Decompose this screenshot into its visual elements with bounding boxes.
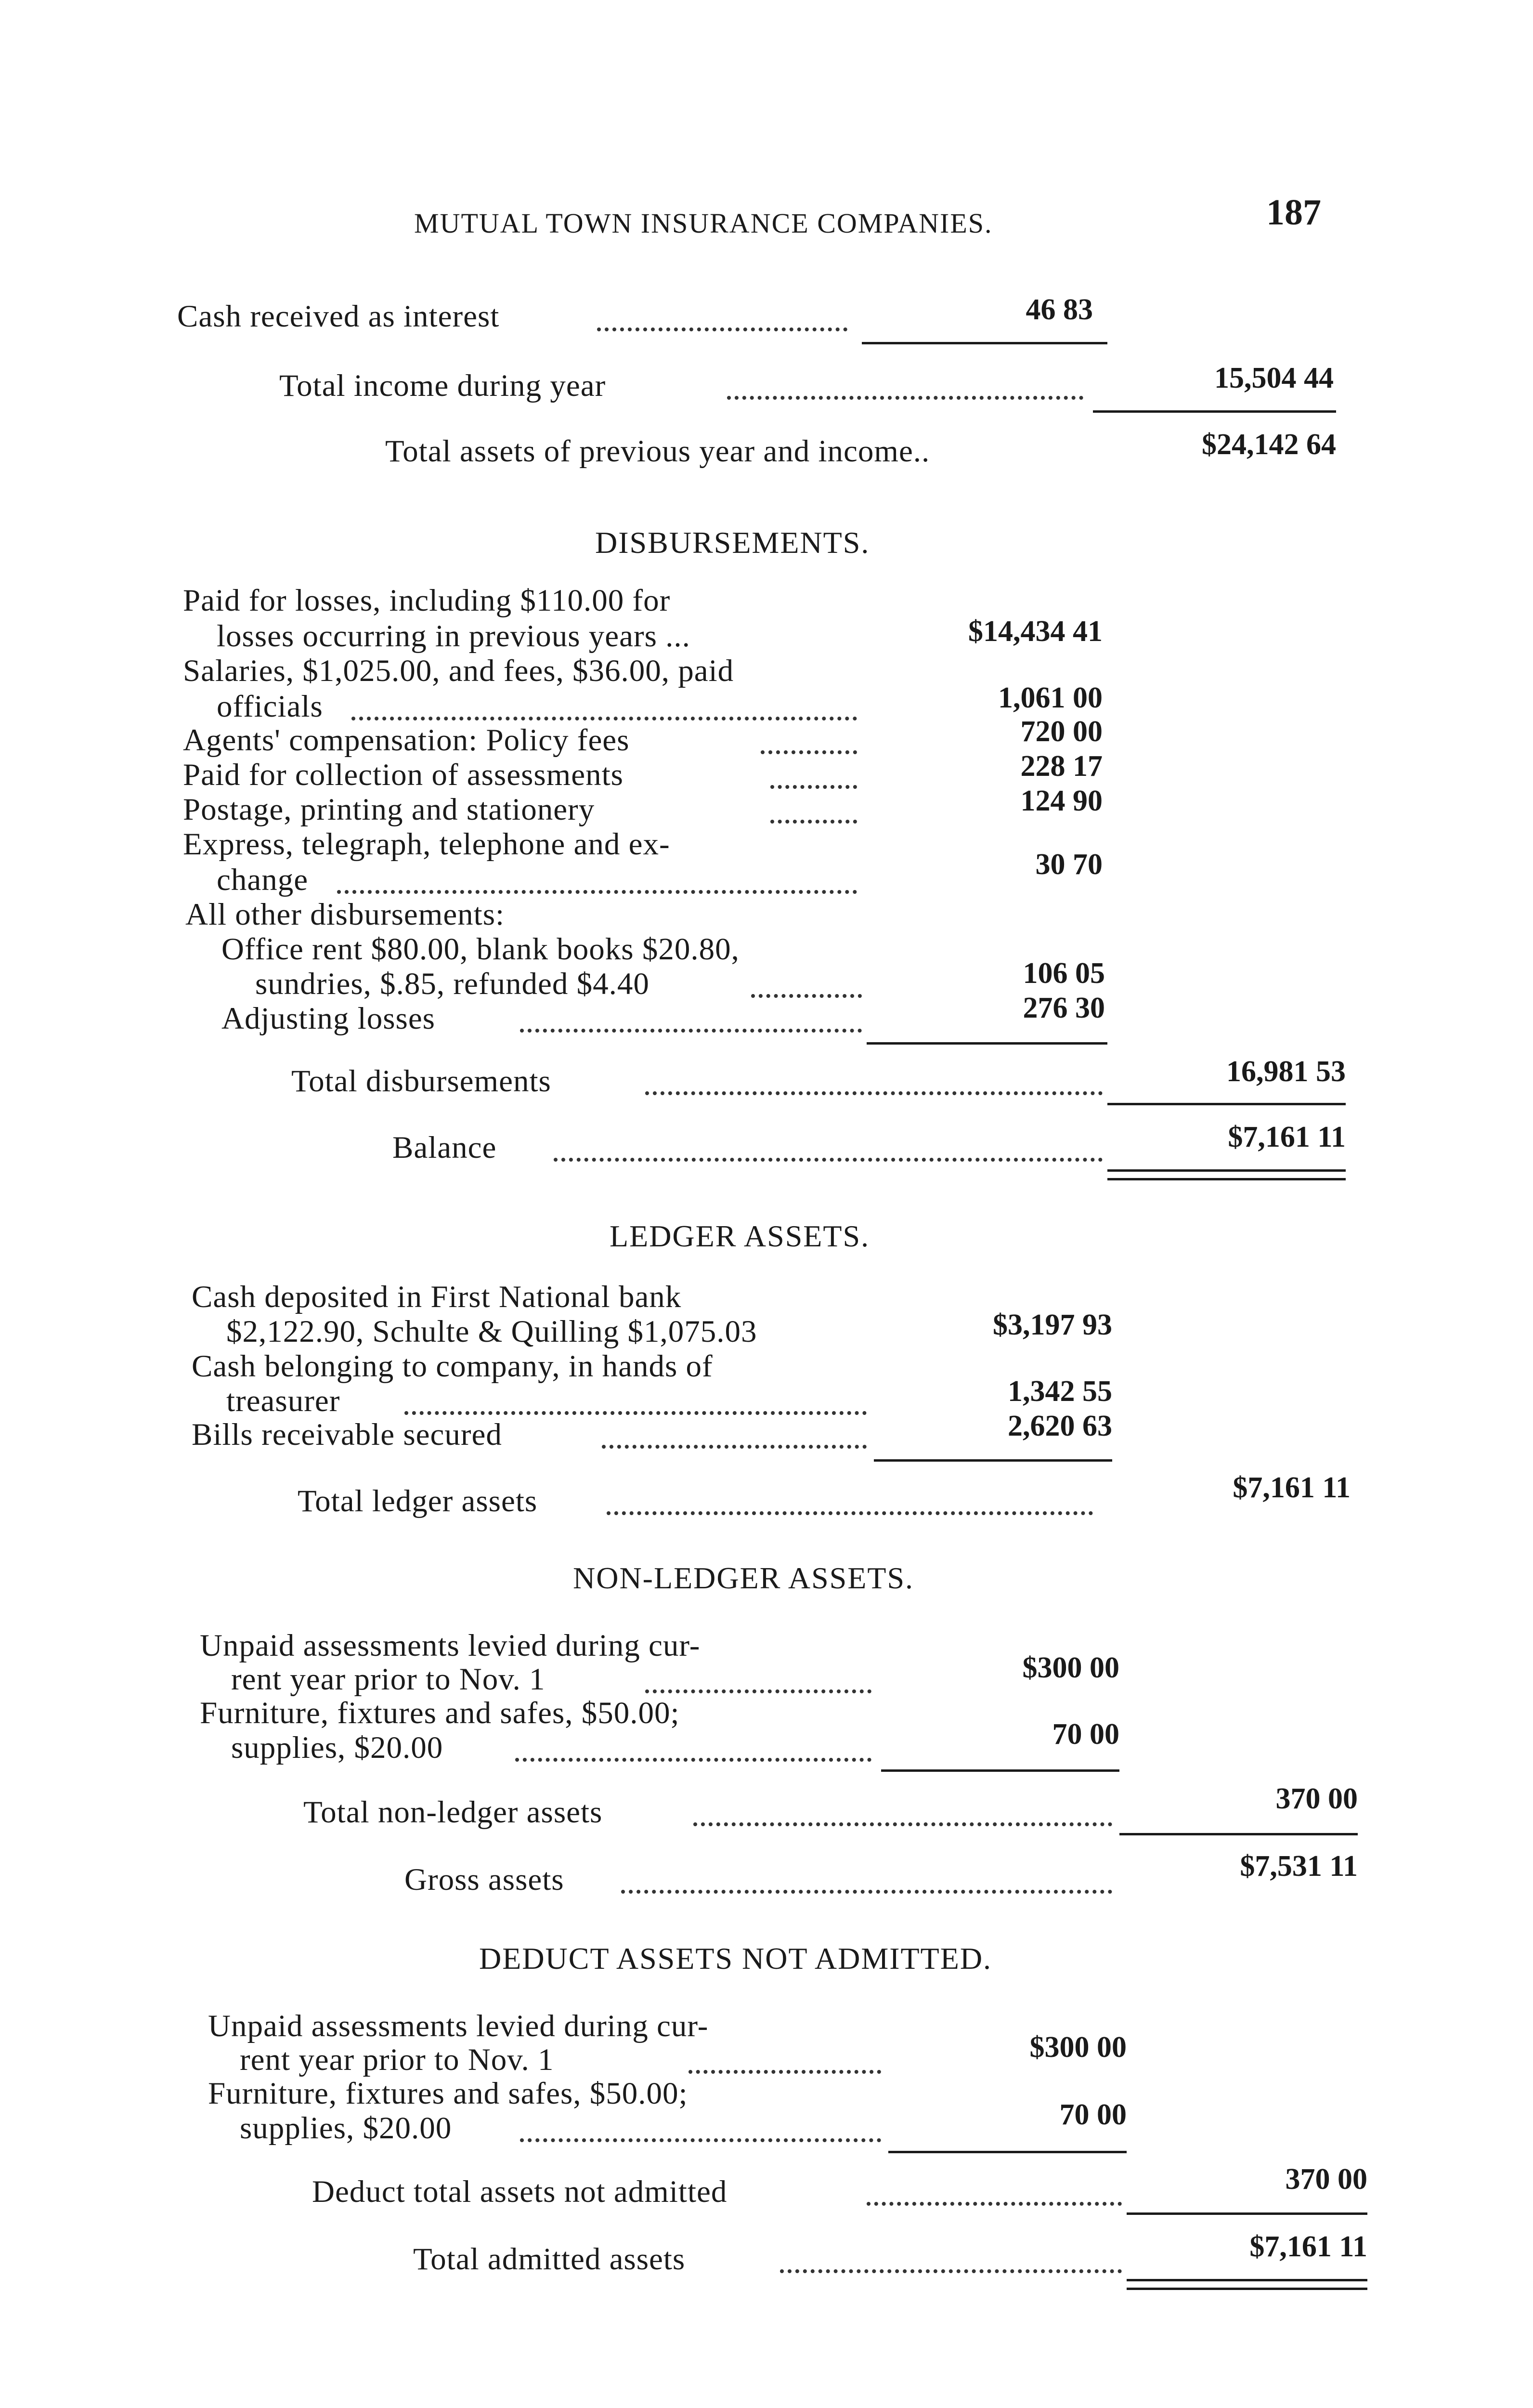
amount-unpaid: $300 00 xyxy=(1022,1651,1119,1684)
dot-leader xyxy=(602,1445,867,1449)
amount-adjusting: 276 30 xyxy=(1023,992,1105,1024)
rule xyxy=(862,342,1107,344)
dot-leader xyxy=(404,1411,867,1415)
double-rule xyxy=(1127,2279,1367,2281)
amount-salaries: 1,061 00 xyxy=(998,681,1103,714)
ledger-line: Cash deposited in First National bank xyxy=(192,1280,682,1314)
nonledger-heading: NON-LEDGER ASSETS. xyxy=(573,1561,914,1595)
disb-line: sundries, $.85, refunded $4.40 xyxy=(255,967,650,1001)
amount-collection: 228 17 xyxy=(1020,750,1103,783)
ledger-line: Cash belonging to company, in hands of xyxy=(192,1349,713,1384)
interest-label: Cash received as interest xyxy=(177,299,500,334)
deduct-line: Furniture, fixtures and safes, $50.00; xyxy=(208,2076,688,2111)
dot-leader xyxy=(351,717,857,720)
rule xyxy=(1127,2212,1367,2215)
rule xyxy=(874,1459,1112,1462)
amount-express: 30 70 xyxy=(1035,848,1103,881)
nonledger-line: Unpaid assessments levied during cur- xyxy=(200,1628,701,1663)
disb-line: officials xyxy=(217,689,323,724)
dot-leader xyxy=(867,2202,1122,2206)
deduct-amount-unpaid: $300 00 xyxy=(1029,2031,1127,2064)
balance-label: Balance xyxy=(392,1130,497,1165)
total-ledger-label: Total ledger assets xyxy=(298,1484,538,1518)
dot-leader xyxy=(520,2138,881,2142)
total-disbursements-amount: 16,981 53 xyxy=(1226,1055,1346,1088)
rule xyxy=(881,1769,1119,1772)
rule xyxy=(1107,1103,1346,1105)
dot-leader xyxy=(554,1158,1103,1162)
disb-line: change xyxy=(217,863,309,897)
amount-agents: 720 00 xyxy=(1020,715,1103,748)
dot-leader xyxy=(337,890,857,894)
dot-leader xyxy=(761,750,857,754)
running-header: MUTUAL TOWN INSURANCE COMPANIES. xyxy=(414,208,993,239)
amount-postage: 124 90 xyxy=(1020,785,1103,817)
total-assets-label: Total assets of previous year and income.. xyxy=(385,434,930,469)
disb-line: Salaries, $1,025.00, and fees, $36.00, paid xyxy=(183,654,734,688)
disb-line: Paid for collection of assessments xyxy=(183,758,624,792)
dot-leader xyxy=(597,327,847,331)
deduct-line: Unpaid assessments levied during cur- xyxy=(208,2009,709,2043)
deduct-amount-furniture: 70 00 xyxy=(1059,2098,1127,2131)
dot-leader xyxy=(607,1511,1093,1515)
page-number: 187 xyxy=(1266,192,1321,233)
total-disbursements-label: Total disbursements xyxy=(291,1064,551,1099)
disb-line: Office rent $80.00, blank books $20.80, xyxy=(221,932,740,967)
double-rule xyxy=(1127,2288,1367,2290)
disb-line: Paid for losses, including $110.00 for xyxy=(183,583,671,618)
total-nonledger-label: Total non-ledger assets xyxy=(303,1795,603,1830)
total-nonledger-amount: 370 00 xyxy=(1275,1782,1358,1815)
dot-leader xyxy=(621,1890,1112,1894)
total-income-amount: 15,504 44 xyxy=(1214,362,1334,394)
balance-amount: $7,161 11 xyxy=(1228,1121,1346,1153)
dot-leader xyxy=(520,1029,862,1033)
total-admitted-label: Total admitted assets xyxy=(413,2242,686,2277)
dot-leader xyxy=(780,2269,1122,2273)
ledger-line: treasurer xyxy=(226,1384,340,1418)
total-admitted-amount: $7,161 11 xyxy=(1249,2230,1367,2263)
amount-bills: 2,620 63 xyxy=(1008,1410,1112,1442)
disb-line: Adjusting losses xyxy=(221,1001,435,1036)
ledger-heading: LEDGER ASSETS. xyxy=(610,1219,870,1253)
rule xyxy=(888,2151,1127,2153)
amount-losses: $14,434 41 xyxy=(968,615,1103,648)
dot-leader xyxy=(515,1758,871,1762)
gross-assets-amount: $7,531 11 xyxy=(1240,1850,1358,1883)
dot-leader xyxy=(751,994,862,998)
nonledger-line: supplies, $20.00 xyxy=(231,1730,443,1765)
dot-leader xyxy=(770,785,857,789)
dot-leader xyxy=(693,1822,1112,1826)
nonledger-line: rent year prior to Nov. 1 xyxy=(231,1662,546,1697)
deduct-line: rent year prior to Nov. 1 xyxy=(240,2042,554,2077)
nonledger-line: Furniture, fixtures and safes, $50.00; xyxy=(200,1696,680,1730)
amount-treasurer: 1,342 55 xyxy=(1008,1375,1112,1408)
rule xyxy=(1093,410,1336,413)
disb-line: Agents' compensation: Policy fees xyxy=(183,723,630,758)
amount-furniture: 70 00 xyxy=(1052,1718,1119,1751)
dot-leader xyxy=(645,1091,1103,1095)
disb-line: All other disbursements: xyxy=(185,897,505,932)
deduct-total-label: Deduct total assets not admitted xyxy=(312,2174,728,2209)
amount-office: 106 05 xyxy=(1023,957,1105,990)
dot-leader xyxy=(727,396,1083,400)
ledger-line: $2,122.90, Schulte & Quilling $1,075.03 xyxy=(226,1314,757,1349)
double-rule xyxy=(1107,1178,1346,1180)
dot-leader xyxy=(645,1689,871,1693)
disbursements-heading: DISBURSEMENTS. xyxy=(595,525,870,560)
gross-assets-label: Gross assets xyxy=(404,1862,564,1897)
total-ledger-amount: $7,161 11 xyxy=(1233,1471,1351,1504)
rule xyxy=(867,1042,1107,1045)
total-income-label: Total income during year xyxy=(279,368,606,403)
disb-line: Postage, printing and stationery xyxy=(183,792,595,827)
disb-line: losses occurring in previous years ... xyxy=(217,619,690,654)
deduct-total-amount: 370 00 xyxy=(1285,2163,1367,2196)
double-rule xyxy=(1107,1169,1346,1172)
interest-amount: 46 83 xyxy=(1026,293,1093,326)
dot-leader xyxy=(689,2070,881,2074)
amount-deposited: $3,197 93 xyxy=(993,1309,1112,1341)
total-assets-amount: $24,142 64 xyxy=(1202,428,1336,461)
dot-leader xyxy=(770,820,857,824)
deduct-line: supplies, $20.00 xyxy=(240,2111,452,2146)
ledger-line: Bills receivable secured xyxy=(192,1417,502,1452)
rule xyxy=(1119,1833,1358,1835)
disb-line: Express, telegraph, telephone and ex- xyxy=(183,827,670,862)
deduct-heading: DEDUCT ASSETS NOT ADMITTED. xyxy=(479,1941,992,1976)
